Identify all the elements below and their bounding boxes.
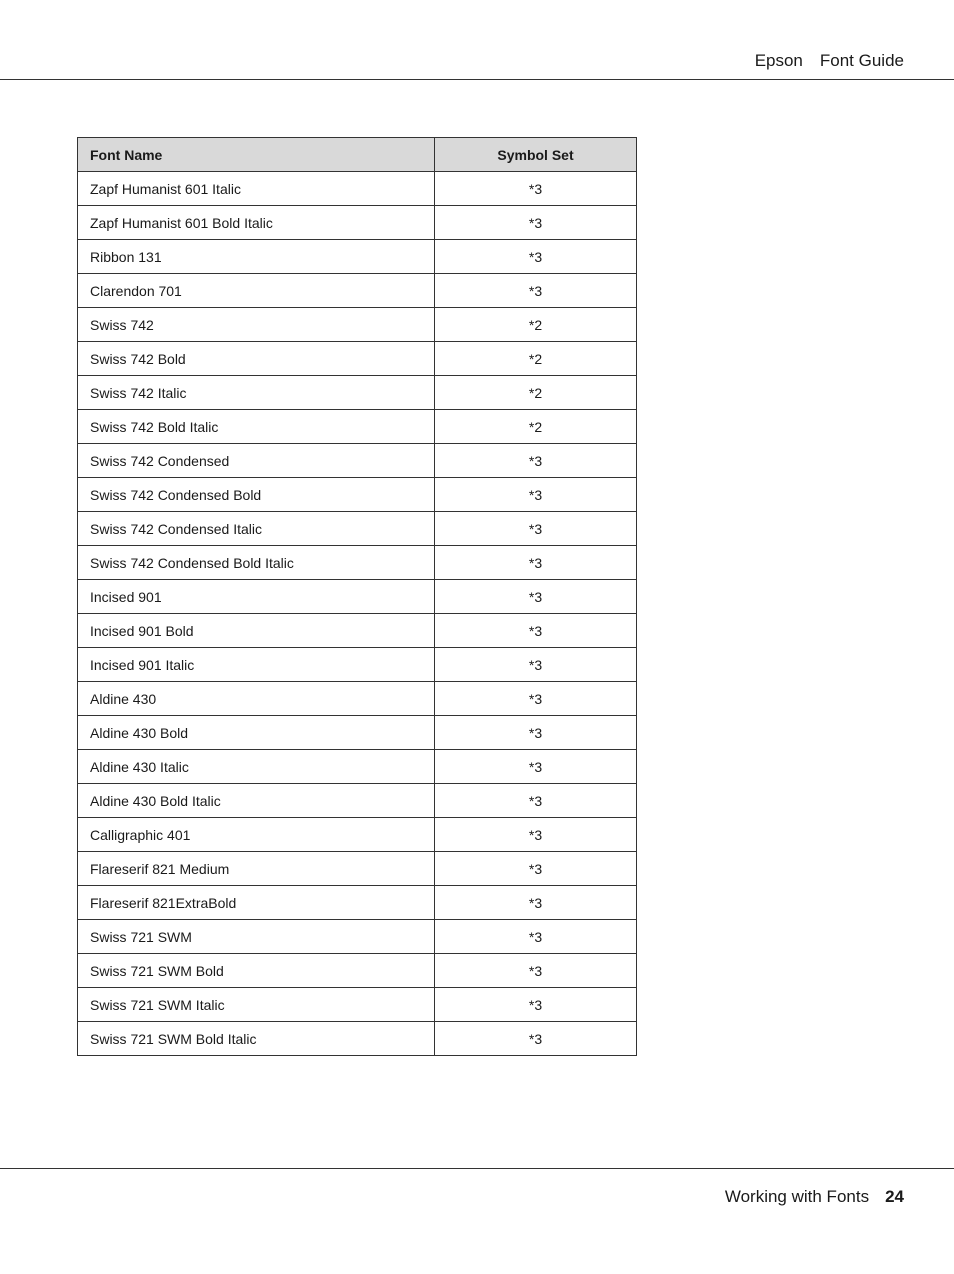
table-row [78, 648, 637, 682]
symbol-set-cell: *3 [435, 1022, 637, 1056]
font-name-cell: Flareserif 821ExtraBold [78, 886, 435, 920]
symbol-set-cell: *2 [435, 410, 637, 444]
symbol-set-cell: *3 [435, 240, 637, 274]
table-row [78, 546, 637, 580]
header-doc-title: Font Guide [819, 51, 904, 70]
table-row [78, 342, 637, 376]
table-row [78, 852, 637, 886]
font-name-cell: Swiss 742 Italic [78, 376, 435, 410]
font-name-cell: Swiss 742 Condensed Bold Italic [78, 546, 435, 580]
font-name-cell: Swiss 721 SWM Bold [78, 954, 435, 988]
symbol-set-cell: *3 [435, 172, 637, 206]
font-symbol-table [77, 137, 637, 1056]
symbol-set-cell: *3 [435, 614, 637, 648]
font-name-cell: Swiss 742 Condensed Bold [78, 478, 435, 512]
footer-section-title: Working with Fonts [724, 1187, 870, 1206]
table-row [78, 1022, 637, 1056]
font-name-cell: Aldine 430 Bold Italic [78, 784, 435, 818]
symbol-set-cell: *3 [435, 988, 637, 1022]
font-name-cell: Clarendon 701 [78, 274, 435, 308]
table-row [78, 750, 637, 784]
table-row [78, 240, 637, 274]
font-name-cell: Aldine 430 [78, 682, 435, 716]
table-row [78, 580, 637, 614]
font-name-cell: Flareserif 821 Medium [78, 852, 435, 886]
symbol-set-cell: *2 [435, 308, 637, 342]
table-body [78, 172, 637, 1056]
font-name-cell: Zapf Humanist 601 Italic [78, 172, 435, 206]
symbol-set-cell: *3 [435, 716, 637, 750]
font-name-cell: Calligraphic 401 [78, 818, 435, 852]
font-name-cell: Ribbon 131 [78, 240, 435, 274]
symbol-set-cell: *3 [435, 886, 637, 920]
font-name-cell: Incised 901 Italic [78, 648, 435, 682]
table-row [78, 512, 637, 546]
font-name-cell: Swiss 721 SWM Bold Italic [78, 1022, 435, 1056]
table-row [78, 954, 637, 988]
table-row [78, 206, 637, 240]
font-name-cell: Swiss 721 SWM [78, 920, 435, 954]
column-header-font-name: Font Name [78, 138, 435, 172]
table-row [78, 784, 637, 818]
symbol-set-cell: *3 [435, 546, 637, 580]
symbol-set-cell: *3 [435, 580, 637, 614]
table-header-row [78, 138, 637, 172]
header-title [755, 51, 904, 71]
font-name-cell: Swiss 742 Condensed Italic [78, 512, 435, 546]
table-row [78, 172, 637, 206]
symbol-set-cell: *3 [435, 852, 637, 886]
font-name-cell: Aldine 430 Bold [78, 716, 435, 750]
symbol-set-cell: *3 [435, 206, 637, 240]
symbol-set-cell: *3 [435, 920, 637, 954]
symbol-set-cell: *3 [435, 750, 637, 784]
font-name-cell: Incised 901 [78, 580, 435, 614]
symbol-set-cell: *3 [435, 818, 637, 852]
table-row [78, 716, 637, 750]
symbol-set-cell: *3 [435, 478, 637, 512]
table-row [78, 478, 637, 512]
symbol-set-cell: *3 [435, 784, 637, 818]
font-name-cell: Swiss 742 Condensed [78, 444, 435, 478]
symbol-set-cell: *3 [435, 274, 637, 308]
font-name-cell: Swiss 721 SWM Italic [78, 988, 435, 1022]
table-row [78, 988, 637, 1022]
table-row [78, 920, 637, 954]
font-name-cell: Swiss 742 Bold [78, 342, 435, 376]
font-name-cell: Incised 901 Bold [78, 614, 435, 648]
header-brand: Epson [754, 51, 803, 70]
table-row [78, 614, 637, 648]
font-name-cell: Swiss 742 Bold Italic [78, 410, 435, 444]
table-row [78, 682, 637, 716]
page-footer-rule [0, 1168, 954, 1169]
symbol-set-cell: *3 [435, 444, 637, 478]
table-row [78, 376, 637, 410]
font-name-cell: Aldine 430 Italic [78, 750, 435, 784]
table-row [78, 308, 637, 342]
symbol-set-cell: *3 [435, 682, 637, 716]
table-row [78, 444, 637, 478]
font-name-cell: Swiss 742 [78, 308, 435, 342]
column-header-symbol-set: Symbol Set [435, 138, 637, 172]
symbol-set-cell: *2 [435, 342, 637, 376]
table-row [78, 818, 637, 852]
symbol-set-cell: *2 [435, 376, 637, 410]
symbol-set-cell: *3 [435, 648, 637, 682]
table-row [78, 274, 637, 308]
page-number: 24 [885, 1187, 904, 1206]
table-row [78, 886, 637, 920]
symbol-set-cell: *3 [435, 954, 637, 988]
font-name-cell: Zapf Humanist 601 Bold Italic [78, 206, 435, 240]
page-footer [725, 1187, 904, 1207]
symbol-set-cell: *3 [435, 512, 637, 546]
table-row [78, 410, 637, 444]
